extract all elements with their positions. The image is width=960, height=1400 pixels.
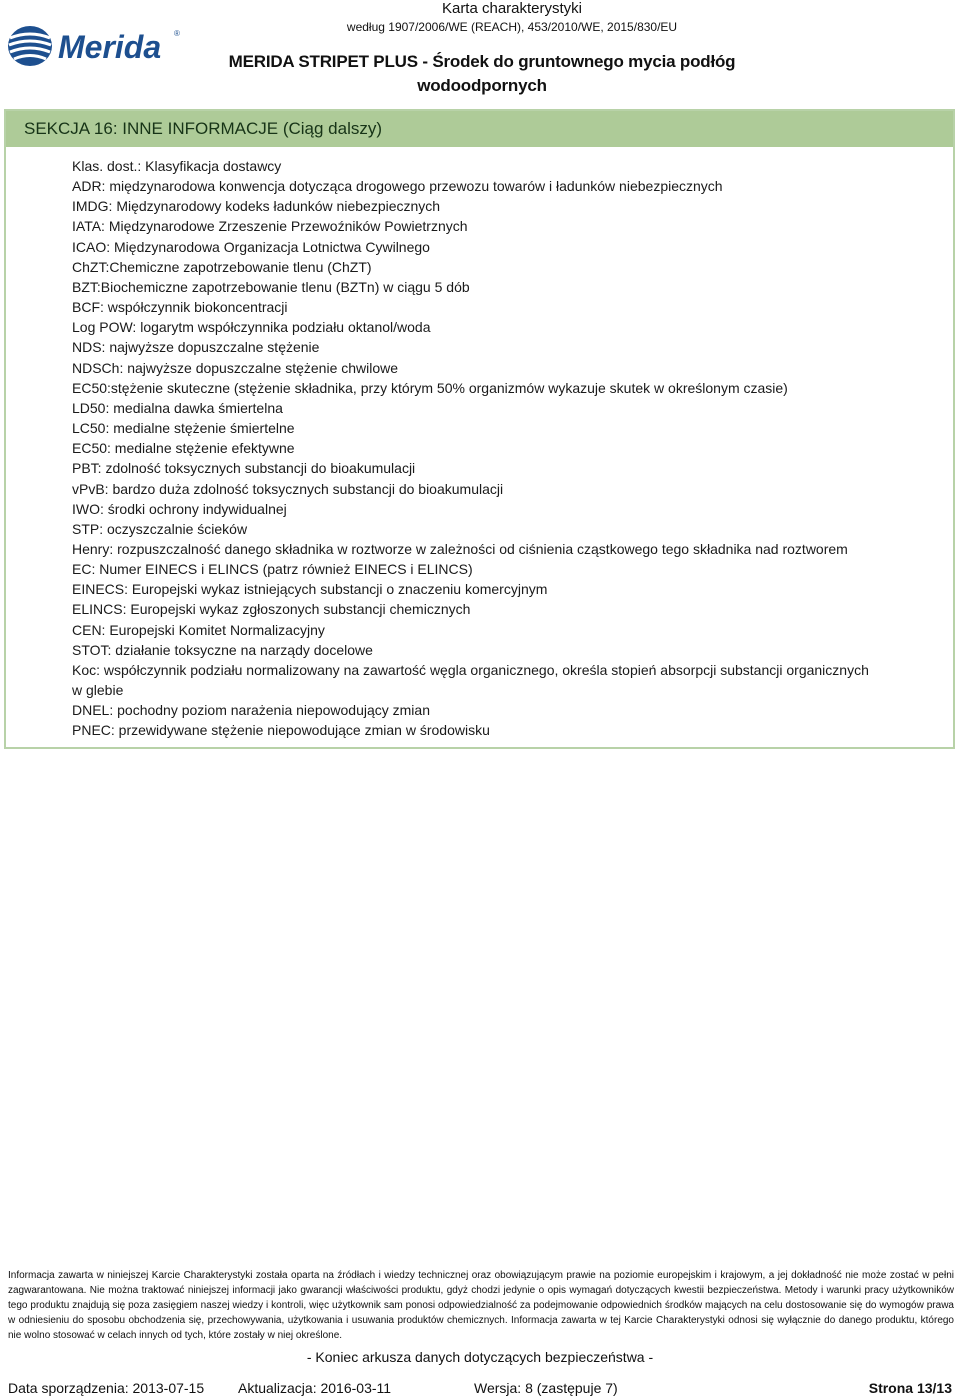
list-item: STP: oczyszczalnie ścieków [72, 520, 248, 537]
list-item: ChZT:Chemiczne zapotrzebowanie tlenu (ChZT) [72, 258, 372, 275]
product-name-line-2: wodoodpornych [417, 76, 547, 95]
list-item: CEN: Europejski Komitet Normalizacyjny [72, 621, 325, 638]
list-item: IATA: Międzynarodowe Zrzeszenie Przewoźników Powietrznych [72, 218, 468, 235]
list-item: vPvB: bardzo duża zdolność toksycznych substancji do bioakumulacji [72, 480, 504, 497]
list-item: Log POW: logarytm współczynnika podziału oktanol/woda [72, 319, 431, 336]
list-item: NDSCh: najwyższe dopuszczalne stężenie chwilowe [72, 359, 399, 376]
list-item: ELINCS: Europejski wykaz zgłoszonych substancji chemicznych [72, 601, 471, 618]
product-name-line-1: MERIDA STRIPET PLUS - Środek do gruntownego mycia podłóg [228, 52, 736, 71]
update-date: Aktualizacja: 2016-03-11 [238, 1380, 392, 1396]
merida-wordmark: Merida [58, 29, 162, 65]
list-item: STOT: działanie toksyczne na narządy docelowe [72, 641, 373, 658]
product-name [212, 50, 752, 98]
list-item: Klas. dost.: Klasyfikacja dostawcy [72, 158, 282, 174]
page-number: Strona 13/13 [868, 1380, 952, 1396]
date-created: Data sporządzenia: 2013-07-15 [8, 1380, 205, 1396]
footer-bar [8, 1379, 952, 1397]
list-item: LC50: medialne stężenie śmiertelne [72, 420, 295, 437]
list-item: LD50: medialna dawka śmiertelna [72, 399, 283, 416]
list-item: BZT:Biochemiczne zapotrzebowanie tlenu (BZTn) w ciągu 5 dób [72, 278, 470, 295]
merida-emblem-icon [8, 26, 52, 66]
end-of-sheet-line: - Koniec arkusza danych dotyczących bezpieczeństwa - [306, 1349, 654, 1365]
list-item: DNEL: pochodny poziom narażenia niepowodujący zmian [72, 702, 430, 719]
list-item: EINECS: Europejski wykaz istniejących substancji o znaczeniu komercyjnym [72, 581, 548, 598]
merida-logo [6, 22, 182, 70]
list-item: PBT: zdolność toksycznych substancji do bioakumulacji [72, 460, 416, 477]
list-item: NDS: najwyższe dopuszczalne stężenie [72, 339, 320, 356]
list-item: IWO: środki ochrony indywidualnej [72, 500, 287, 517]
list-item: EC50: medialne stężenie efektywne [72, 440, 295, 457]
list-item: EC50:stężenie skuteczne (stężenie składnika, przy którym 50% organizmów wykazuje skutek w określonym czasie) [72, 379, 788, 396]
svg-text:®: ® [174, 29, 180, 38]
section-heading: SEKCJA 16: INNE INFORMACJE (Ciąg dalszy) [6, 111, 953, 147]
regulation-subtitle: według 1907/2006/WE (REACH), 453/2010/WE, 2015/830/EU [346, 20, 678, 34]
list-item: Henry: rozpuszczalność danego składnika w roztworze w zależności od ciśnienia cząstkowego tego składnika nad roztworem [72, 540, 848, 557]
list-item: EC: Numer EINECS i ELINCS (patrz również EINECS i ELINCS) [72, 561, 473, 578]
list-item: IMDG: Międzynarodowy kodeks ładunków niebezpiecznych [72, 198, 441, 215]
list-item: PNEC: przewidywane stężenie niepowodujące zmian w środowisku [72, 722, 490, 739]
list-item: Koc: współczynnik podziału normalizowany na zawartość węgla organicznego, określa stopień absorpcji substancji organicznych [72, 661, 869, 678]
abbreviations-list [72, 156, 952, 741]
list-item: ICAO: Międzynarodowa Organizacja Lotnictwa Cywilnego [72, 238, 430, 255]
version-info: Wersja: 8 (zastępuje 7) [474, 1380, 618, 1396]
list-item: w glebie [72, 682, 124, 699]
document-type-title: Karta charakterystyki [441, 0, 583, 17]
disclaimer-text: Informacja zawarta w niniejszej Karcie Charakterystyki została oparta na źródłach i wiedzy technicznej oraz obowiązującym prawie na poziomie europejskim i krajowym, a jej dokładność nie może zostać w pełni zagwarantowana. Nie można traktować niniejszej informacji jako gwarancji właściwości produktu, gdyż chodzi jedynie o opis wymagań dotyczących kwestii bezpieczeństwa. Metody i warunki pracy użytkowników tego produktu znajdują się poza zasięgiem naszej wiedzy i kontroli, więc użytkownik sam ponosi odpowiedzialność za podejmowanie odpowiednich środków mających na celu dostosowanie się do wymogów prawa w odniesieniu do sposobu obchodzenia się, przechowywania, użytkowania i usuwania produktów chemicznych. Informacja zawarta w tej Karcie Charakterystyki odnosi się wyłącznie do danego produktu, którego nie wolno stosować w celach innych od tych, które zostały w niej określone. [8, 1270, 954, 1341]
list-item: ADR: międzynarodowa konwencja dotycząca drogowego przewozu towarów i ładunków niebezpiecznych [72, 178, 723, 195]
section-16 [4, 109, 955, 749]
list-item: BCF: współczynnik biokoncentracji [72, 299, 288, 316]
